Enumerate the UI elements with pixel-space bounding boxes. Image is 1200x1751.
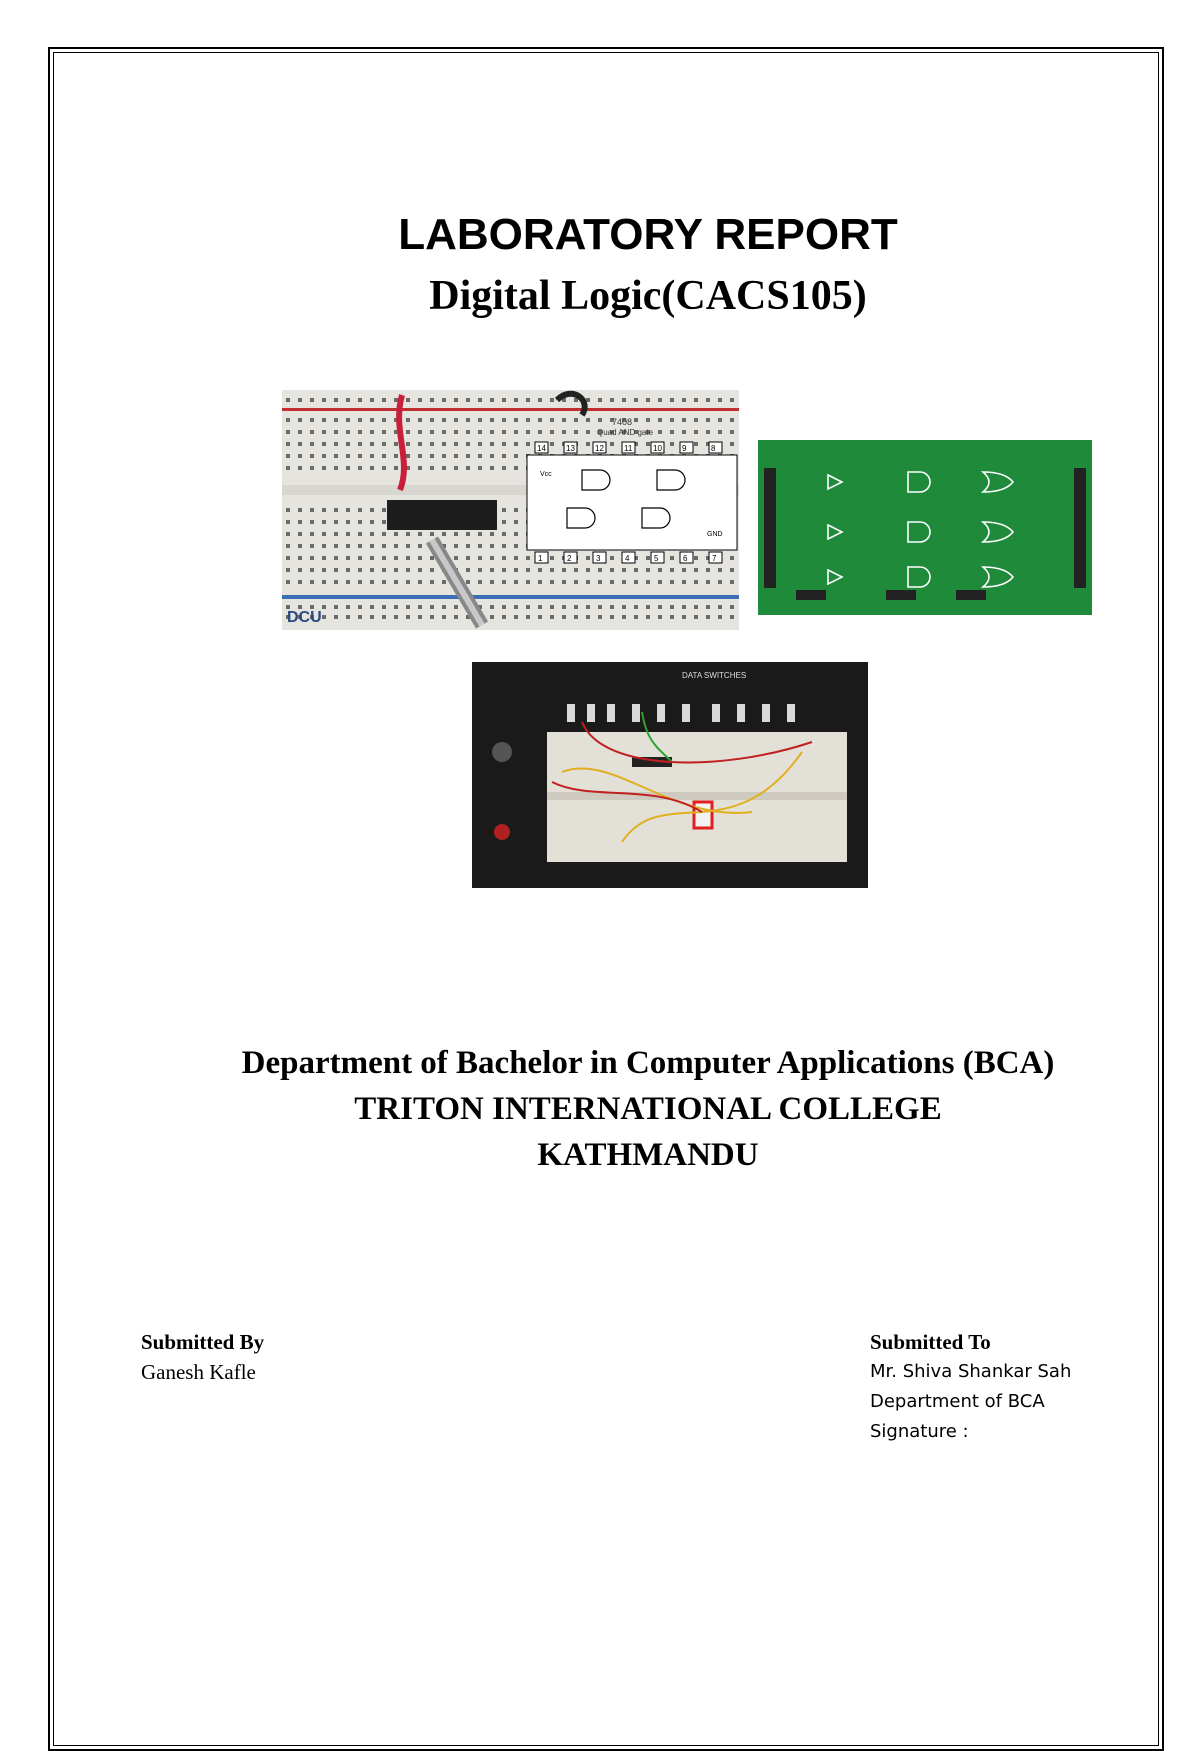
svg-text:13: 13	[566, 444, 575, 453]
pin-number	[622, 442, 635, 453]
pin-number	[622, 552, 635, 563]
svg-text:5: 5	[654, 554, 659, 563]
logic-pcb-photo	[758, 440, 1092, 615]
report-subtitle: Digital Logic(CACS105)	[429, 273, 867, 319]
signature-label: Signature :	[870, 1421, 969, 1442]
svg-text:6: 6	[683, 554, 688, 563]
svg-text:10: 10	[653, 444, 662, 453]
pin-number	[680, 442, 693, 453]
submitted-to-block	[870, 1327, 1071, 1447]
breadboard-logo: DCU	[287, 609, 322, 626]
pin-number	[535, 552, 548, 563]
pin-number	[535, 442, 548, 453]
pin-number	[593, 442, 606, 453]
city-name: KATHMANDU	[537, 1137, 759, 1173]
submitted-by-heading: Submitted By	[141, 1330, 265, 1354]
gnd-label: GND	[707, 531, 723, 538]
student-name: Ganesh Kafle	[141, 1360, 256, 1384]
svg-text:Quad AND gate: Quad AND gate	[597, 428, 654, 437]
svg-text:9: 9	[682, 444, 687, 453]
pin-number	[593, 552, 606, 563]
pin-number	[709, 552, 722, 563]
pin-number	[651, 442, 664, 453]
trainer-label: DATA SWITCHES	[682, 671, 747, 680]
trainer-kit-photo	[472, 662, 868, 888]
svg-text:4: 4	[625, 554, 630, 563]
svg-text:1: 1	[538, 554, 543, 563]
submitted-to-heading: Submitted To	[870, 1330, 991, 1354]
college-name: TRITON INTERNATIONAL COLLEGE	[354, 1091, 942, 1127]
pin-number	[651, 552, 664, 563]
svg-text:2: 2	[567, 554, 572, 563]
pin-number	[564, 442, 577, 453]
svg-text:12: 12	[595, 444, 604, 453]
svg-text:7: 7	[712, 554, 717, 563]
submitted-by-block	[141, 1327, 264, 1387]
pin-number	[709, 442, 722, 453]
chip-label: 7408	[612, 417, 633, 427]
teacher-name: Mr. Shiva Shankar Sah	[870, 1361, 1072, 1382]
svg-text:3: 3	[596, 554, 601, 563]
pin-number	[564, 552, 577, 563]
svg-text:8: 8	[711, 444, 716, 453]
breadboard-photo	[282, 390, 739, 630]
svg-text:11: 11	[624, 444, 633, 453]
department-name: Department of Bachelor in Computer Applications (BCA)	[241, 1045, 1055, 1081]
pin-number	[680, 552, 693, 563]
vcc-label: Vcc	[540, 471, 552, 478]
svg-text:14: 14	[537, 444, 546, 453]
institution-block	[0, 1040, 1200, 1178]
report-title: LABORATORY REPORT	[398, 210, 898, 259]
teacher-department: Department of BCA	[870, 1391, 1045, 1412]
